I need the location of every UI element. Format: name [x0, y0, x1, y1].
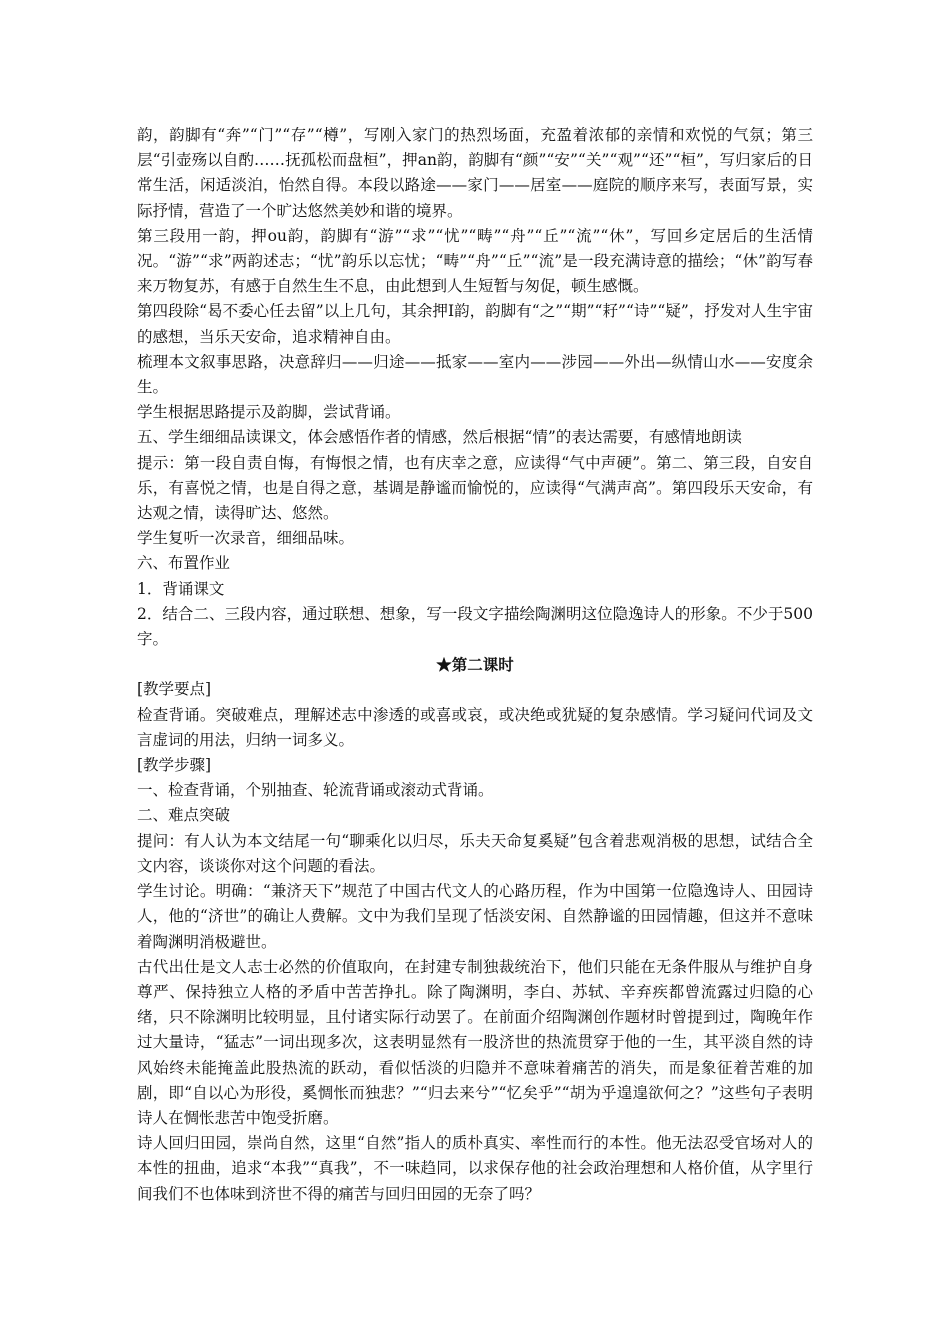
paragraph-homework-2: 2．结合二、三段内容，通过联想、想象，写一段文字描绘陶渊明这位隐逸诗人的形象。不少于500字。 — [137, 604, 813, 649]
paragraph-reading-hint: 提示：第一段自责自悔，有悔恨之情，也有庆幸之意，应读得“气中声硬”。第二、第三段，自安自乐，有喜悦之情，也是自得之意，基调是静谧而愉悦的，应读得“气满声高”。第四段乐天安命，有达观之情，读得旷达、悠然。 — [137, 453, 813, 523]
paragraph-key-points: 检查背诵。突破难点，理解述志中渗透的或喜或哀，或决绝或犹疑的复杂感情。学习疑问代词及文言虚词的用法，归纳一词多义。 — [137, 705, 813, 749]
paragraph-key-points-label: [教学要点] — [137, 680, 212, 699]
paragraph-analysis: 古代出仕是文人志士必然的价值取向，在封建专制独裁统治下，他们只能在无条件服从与维护自身尊严、保持独立人格的矛盾中苦苦挣扎。除了陶渊明，李白、苏轼、辛弃疾都曾流露过归隐的心绪，只不除渊明比较明显，且付诸实际行动罢了。在前面介绍陶渊创作题材时曾提到过，陶晚年作过大量诗，“猛志”一词出现多次，这表明显然有一股济世的热流贯穿于他的一生，其平淡自然的诗风始终未能掩盖此股热流的跃动，看似恬淡的归隐并不意味着痛苦的消失，而是象征着苦难的加剧，即“自以心为形役，奚惆怅而独悲？”“归去来兮”“忆矣乎”“胡为乎遑遑欲何之？”这些句子表明诗人在惆怅悲苦中饱受折磨。 — [137, 957, 813, 1127]
paragraph-recite-attempt: 学生根据思路提示及韵脚，尝试背诵。 — [137, 403, 401, 422]
paragraph-question: 提问：有人认为本文结尾一句“聊乘化以归尽，乐夫天命复奚疑”包含着悲观消极的思想，试结合全文内容，谈谈你对这个问题的看法。 — [137, 831, 813, 875]
paragraph-section-three: 第三段用一韵，押ou韵，韵脚有“游”“求”“忧”“畴”“舟”“丘”“流”“休”，写回乡定居后的生活情况。“游”“求”两韵述志；“忧”韵乐以忘忧；“畴”“舟”“丘”“流”是一段充满诗意的描绘；“休”韵写春来万物复苏，有感于自然生生不息，由此想到人生短暂与匆促，顿生感慨。 — [137, 226, 813, 296]
paragraph-listen-again: 学生复听一次录音，细细品味。 — [137, 529, 355, 548]
paragraph-step-one: 一、检查背诵，个别抽查、轮流背诵或滚动式背诵。 — [137, 781, 494, 800]
paragraph-rhyme-section-two: 韵，韵脚有“奔”“门”“存”“樽”，写刚入家门的热烈场面，充盈着浓郁的亲情和欢悦的气氛；第三层“引壶殇以自酌……抚孤松而盘桓”，押an韵，韵脚有“颜”“安”“关”“观”“还”“桓”，写归家后的日常生活，闲适淡泊，怡然自得。本段以路途——家门——居室——庭院的顺序来写，表面写景，实际抒情，营造了一个旷达悠然美妙和谐的境界。 — [137, 126, 813, 220]
paragraph-step-two: 二、难点突破 — [137, 806, 231, 825]
paragraph-conclusion: 诗人回归田园，崇尚自然，这里“自然”指人的质朴真实、率性而行的本性。他无法忍受官场对人的本性的扭曲，追求“本我”“真我”，不一味趋同，以求保存他的社会政治理想和人格价值，从字里行间我们不也体味到济世不得的痛苦与回归田园的无奈了吗？ — [137, 1134, 813, 1203]
paragraph-step-five: 五、学生细细品读课文，体会感悟作者的情感，然后根据“情”的表达需要，有感情地朗读 — [137, 428, 742, 447]
paragraph-section-four: 第四段除“曷不委心任去留”以上几句，其余押Ⅰ韵，韵脚有“之”“期”“耔”“诗”“疑”，抒发对人生宇宙的感想，当乐天安命，追求精神自由。 — [137, 302, 813, 346]
paragraph-steps-label: [教学步骤] — [137, 756, 212, 775]
document-page — [137, 123, 813, 1207]
paragraph-discussion: 学生讨论。明确：“兼济天下”规范了中国古代文人的心路历程，作为中国第一位隐逸诗人、田园诗人，他的“济世”的确让人费解。文中为我们呈现了恬淡安闲、自然静谧的田园情趣，但这并不意味着陶渊明消极避世。 — [137, 882, 813, 951]
section-heading-second-lesson: ★第二课时 — [436, 655, 514, 675]
paragraph-homework-1: 1．背诵课文 — [137, 579, 225, 598]
paragraph-narrative-outline: 梳理本文叙事思路，决意辞归——归途——抵家——室内——涉园——外出—纵情山水——安度余生。 — [137, 352, 813, 397]
paragraph-step-six: 六、布置作业 — [137, 554, 231, 573]
